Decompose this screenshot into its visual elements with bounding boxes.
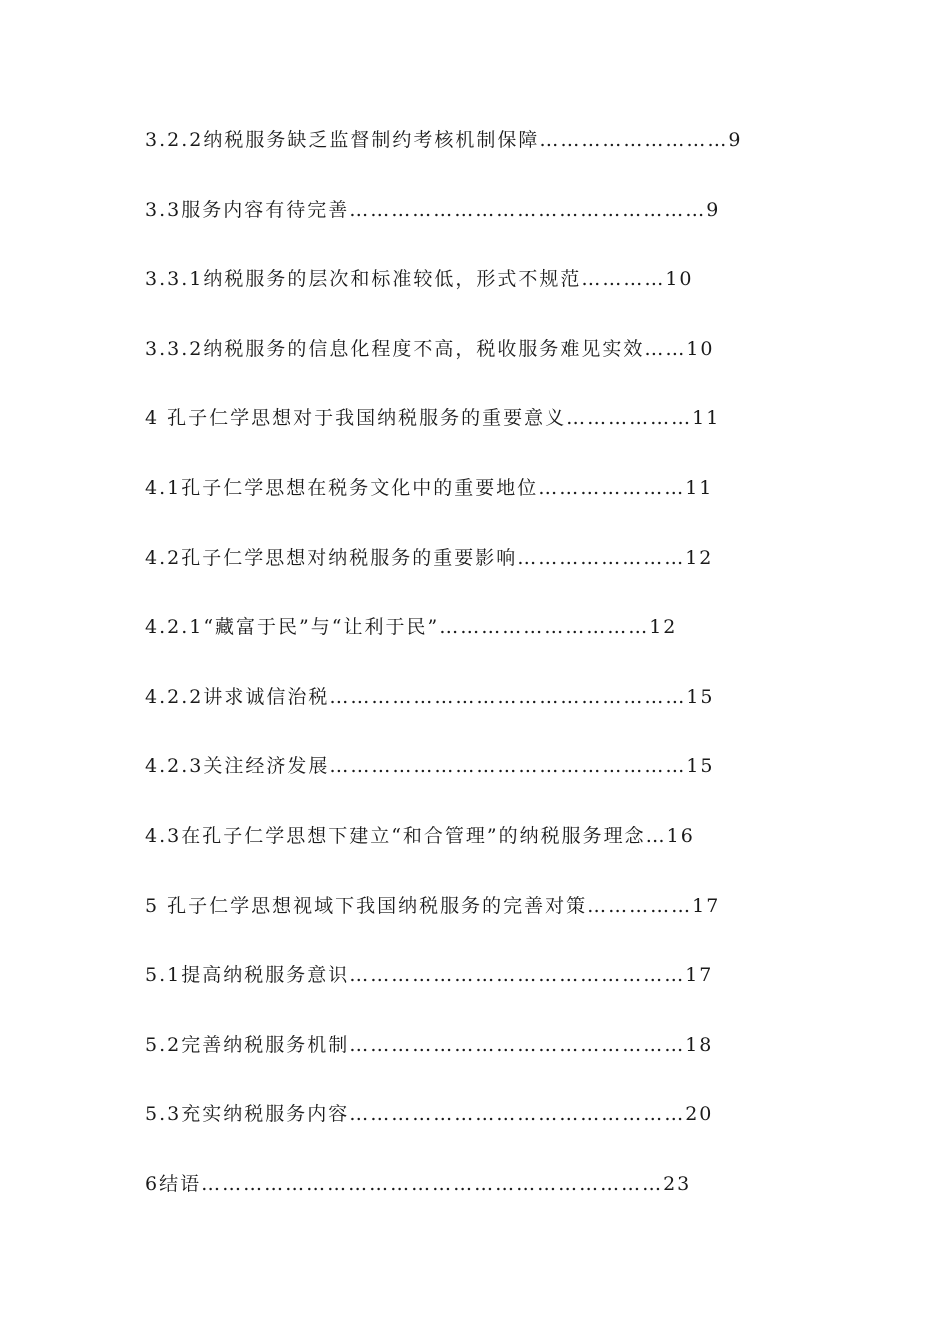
toc-entry-4-2-3[interactable] (145, 751, 785, 821)
toc-entry-text: 5 孔子仁学思想视域下我国纳税服务的完善对策……………17 (145, 894, 721, 917)
toc-entry-text: 4.1孔子仁学思想在税务文化中的重要地位…………………11 (145, 476, 714, 499)
toc-entry-3-2-2[interactable] (145, 125, 785, 195)
toc-entry-4-2-2[interactable] (145, 682, 785, 752)
toc-entry-3-3-2[interactable] (145, 334, 785, 404)
toc-entry-text: 5.2完善纳税服务机制…………………………………………18 (145, 1033, 714, 1056)
toc-entry-4-1[interactable] (145, 473, 785, 543)
toc-entry-text: 5.1提高纳税服务意识…………………………………………17 (145, 964, 714, 987)
toc-entry-text: 3.3.1纳税服务的层次和标准较低，形式不规范…………10 (145, 268, 694, 291)
toc-entry-5[interactable] (145, 891, 785, 961)
toc-entry-text: 4.2孔子仁学思想对纳税服务的重要影响……………………12 (145, 546, 714, 569)
toc-entry-text: 4 孔子仁学思想对于我国纳税服务的重要意义………………11 (145, 407, 721, 430)
toc-entry-text: 6结语…………………………………………………………23 (145, 1172, 692, 1195)
toc-entry-text: 3.2.2纳税服务缺乏监督制约考核机制保障………………………9 (145, 129, 743, 151)
toc-entry-5-2[interactable] (145, 1030, 785, 1100)
toc-entry-text: 4.2.2讲求诚信治税……………………………………………15 (145, 685, 715, 708)
toc-entry-text: 5.3充实纳税服务内容…………………………………………20 (145, 1103, 714, 1126)
toc-entry-text: 4.2.3关注经济发展……………………………………………15 (145, 755, 715, 778)
toc-entry-5-3[interactable] (145, 1099, 785, 1169)
toc-entry-3-3[interactable] (145, 195, 785, 265)
toc-entry-4-3[interactable] (145, 821, 785, 891)
toc-entry-3-3-1[interactable] (145, 264, 785, 334)
toc-entry-text: 4.3在孔子仁学思想下建立“和合管理”的纳税服务理念…16 (145, 824, 695, 847)
toc-entry-5-1[interactable] (145, 960, 785, 1030)
toc-entry-4-2[interactable] (145, 543, 785, 613)
toc-entry-4-2-1[interactable] (145, 612, 785, 682)
table-of-contents (145, 125, 785, 1239)
toc-entry-text: 3.3服务内容有待完善……………………………………………9 (145, 198, 721, 221)
toc-entry-6[interactable] (145, 1169, 785, 1239)
toc-entry-4[interactable] (145, 403, 785, 473)
toc-entry-text: 3.3.2纳税服务的信息化程度不高，税收服务难见实效……10 (145, 337, 715, 360)
toc-entry-text: 4.2.1“藏富于民”与“让利于民”…………………………12 (145, 616, 678, 639)
